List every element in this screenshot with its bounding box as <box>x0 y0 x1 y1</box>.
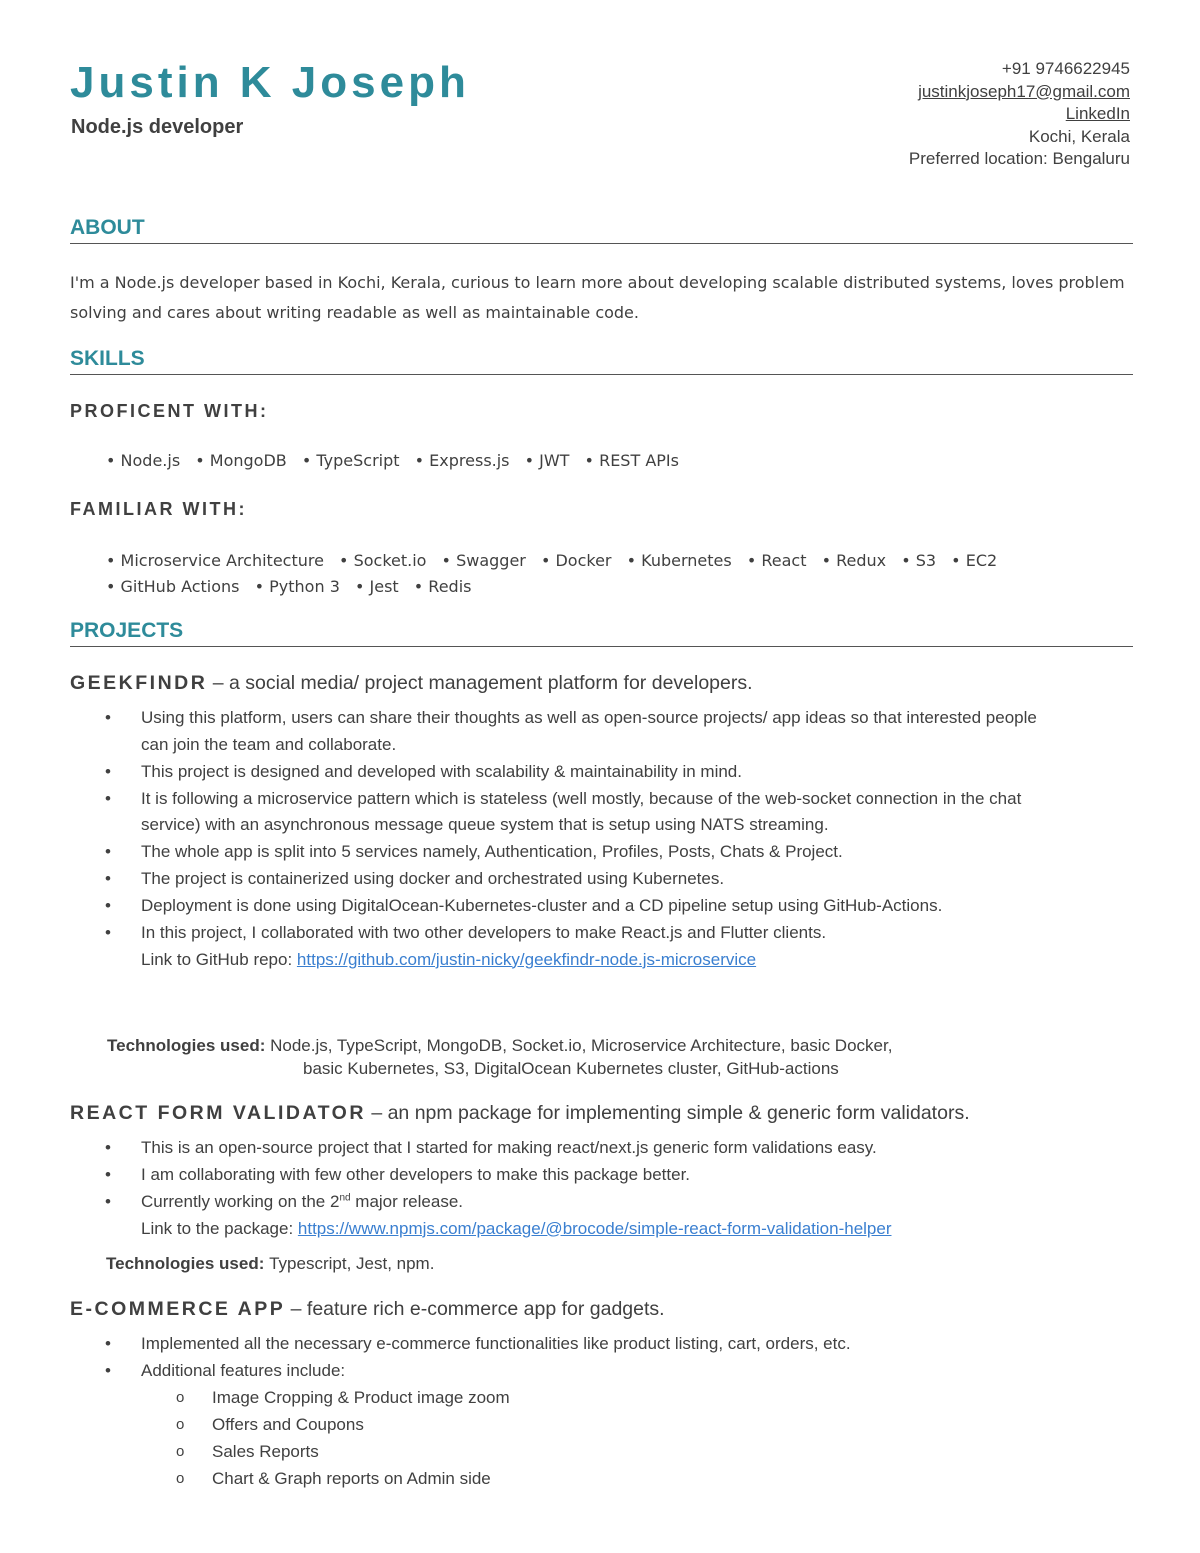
release-text-end: major release. <box>350 1192 463 1211</box>
skill-item: • REST APIs <box>585 448 679 474</box>
release-superscript: nd <box>339 1192 351 1204</box>
linkedin-link[interactable]: LinkedIn <box>1065 104 1130 123</box>
projects-heading: PROJECTS <box>70 619 1133 647</box>
list-item: • Using this platform, users can share their thoughts as well as open-source projects/ app ideas so that interested people can join the team and collaborate. <box>0 705 1041 758</box>
skill-item: • Socket.io <box>339 548 426 574</box>
proficient-skills <box>106 448 1086 474</box>
list-item <box>0 920 1041 973</box>
skill-item: • EC2 <box>951 548 997 574</box>
list-item <box>0 1189 1041 1242</box>
tech-list: Node.js, TypeScript, MongoDB, Socket.io, Microservice Architecture, basic Docker, <box>270 1036 893 1055</box>
skill-item: • JWT <box>525 448 570 474</box>
project-title-geekfindr <box>70 672 753 695</box>
project-description: – a social media/ project management platform for developers. <box>207 672 753 694</box>
tech-list: Typescript, Jest, npm. <box>269 1254 435 1273</box>
location: Kochi, Kerala <box>1028 126 1130 146</box>
project-title-ecommerce <box>70 1298 665 1321</box>
list-item: • Deployment is done using DigitalOcean-Kubernetes-cluster and a CD pipeline setup using GitHub-Actions. <box>0 893 1041 920</box>
ecommerce-bullets <box>0 1331 1200 1493</box>
skill-item: • Redux <box>822 548 887 574</box>
skill-item: • Kubernetes <box>627 548 732 574</box>
candidate-name: Justin K Joseph <box>70 58 470 107</box>
list-item: • This is an open-source project that I started for making react/next.js generic form validations easy. <box>0 1135 1041 1162</box>
about-heading: ABOUT <box>70 216 1133 244</box>
package-link-label: Link to the package: <box>141 1218 298 1238</box>
skill-item: • Python 3 <box>255 574 340 600</box>
preferred-location: Preferred location: Bengaluru <box>908 149 1130 168</box>
list-item: • I am collaborating with few other developers to make this package better. <box>0 1162 1041 1189</box>
list-item: • The project is containerized using docker and orchestrated using Kubernetes. <box>0 866 1041 893</box>
sub-list-item: o Offers and Coupons <box>0 1412 1112 1439</box>
tech-label: Technologies used: <box>106 1254 270 1273</box>
familiar-heading: FAMILIAR WITH: <box>70 499 247 519</box>
github-repo-link[interactable]: https://github.com/justin-nicky/geekfindr-node.js-microservice <box>296 949 757 969</box>
skill-item: • Express.js <box>415 448 510 474</box>
contact-block <box>909 58 1130 171</box>
sub-list-item: o Image Cropping & Product image zoom <box>0 1385 1112 1412</box>
skill-item: • Swagger <box>442 548 526 574</box>
skill-item: • MongoDB <box>195 448 287 474</box>
skill-item: • Node.js <box>106 448 180 474</box>
list-item-text: In this project, I collaborated with two other developers to make React.js and Flutter clients. <box>141 923 827 942</box>
skill-item: • Docker <box>541 548 612 574</box>
tech-label: Technologies used: <box>107 1036 271 1055</box>
project-name: E-COMMERCE APP <box>70 1298 286 1320</box>
project-name: GEEKFINDR <box>70 672 208 694</box>
skill-item: • GitHub Actions <box>106 574 240 600</box>
skill-item: • Jest <box>355 574 399 600</box>
familiar-skills <box>106 548 1086 600</box>
list-item: • Implemented all the necessary e-commerce functionalities like product listing, cart, orders, etc. <box>0 1331 1041 1358</box>
geekfindr-technologies <box>107 1034 1067 1080</box>
list-item: • It is following a microservice pattern which is stateless (well mostly, because of the web-socket connection in the chat service) with an asynchronous message queue system that is setup using NATS streaming. <box>0 786 1041 839</box>
phone-number: +91 9746622945 <box>1001 59 1130 78</box>
project-description: – feature rich e-commerce app for gadgets. <box>285 1298 665 1320</box>
repo-link-label: Link to GitHub repo: <box>141 949 297 969</box>
skill-item: • React <box>747 548 807 574</box>
sub-list-item: o Chart & Graph reports on Admin side <box>0 1466 1112 1493</box>
project-description: – an npm package for implementing simple & generic form validators. <box>365 1102 970 1124</box>
validator-bullets <box>0 1135 1200 1243</box>
sub-list-item: o Sales Reports <box>0 1439 1112 1466</box>
geekfindr-bullets <box>0 705 1200 974</box>
list-item: • This project is designed and developed with scalability & maintainability in mind. <box>0 759 1041 786</box>
proficient-heading: PROFICENT WITH: <box>70 401 269 421</box>
npm-package-link[interactable]: https://www.npmjs.com/package/@brocode/simple-react-form-validation-helper <box>297 1218 892 1238</box>
validator-technologies <box>106 1252 1066 1275</box>
skills-heading: SKILLS <box>70 347 1133 375</box>
release-text: Currently working on the 2 <box>141 1192 340 1211</box>
email-link[interactable]: justinkjoseph17@gmail.com <box>918 81 1130 101</box>
list-item: • Additional features include: <box>0 1358 1041 1385</box>
skill-item: • S3 <box>901 548 936 574</box>
project-title-validator <box>70 1102 970 1125</box>
candidate-role: Node.js developer <box>71 116 244 138</box>
skill-item: • Microservice Architecture <box>106 548 324 574</box>
about-text: I'm a Node.js developer based in Kochi, Kerala, curious to learn more about developing scalable distributed systems, loves problem solving and cares about writing readable as well as maintainable code. <box>70 273 1125 322</box>
skill-item: • Redis <box>414 574 472 600</box>
project-name: REACT FORM VALIDATOR <box>70 1102 366 1124</box>
skill-item: • TypeScript <box>302 448 400 474</box>
tech-list-continued: basic Kubernetes, S3, DigitalOcean Kubernetes cluster, GitHub-actions <box>303 1059 839 1078</box>
list-item: • The whole app is split into 5 services namely, Authentication, Profiles, Posts, Chats & Project. <box>0 839 1041 866</box>
